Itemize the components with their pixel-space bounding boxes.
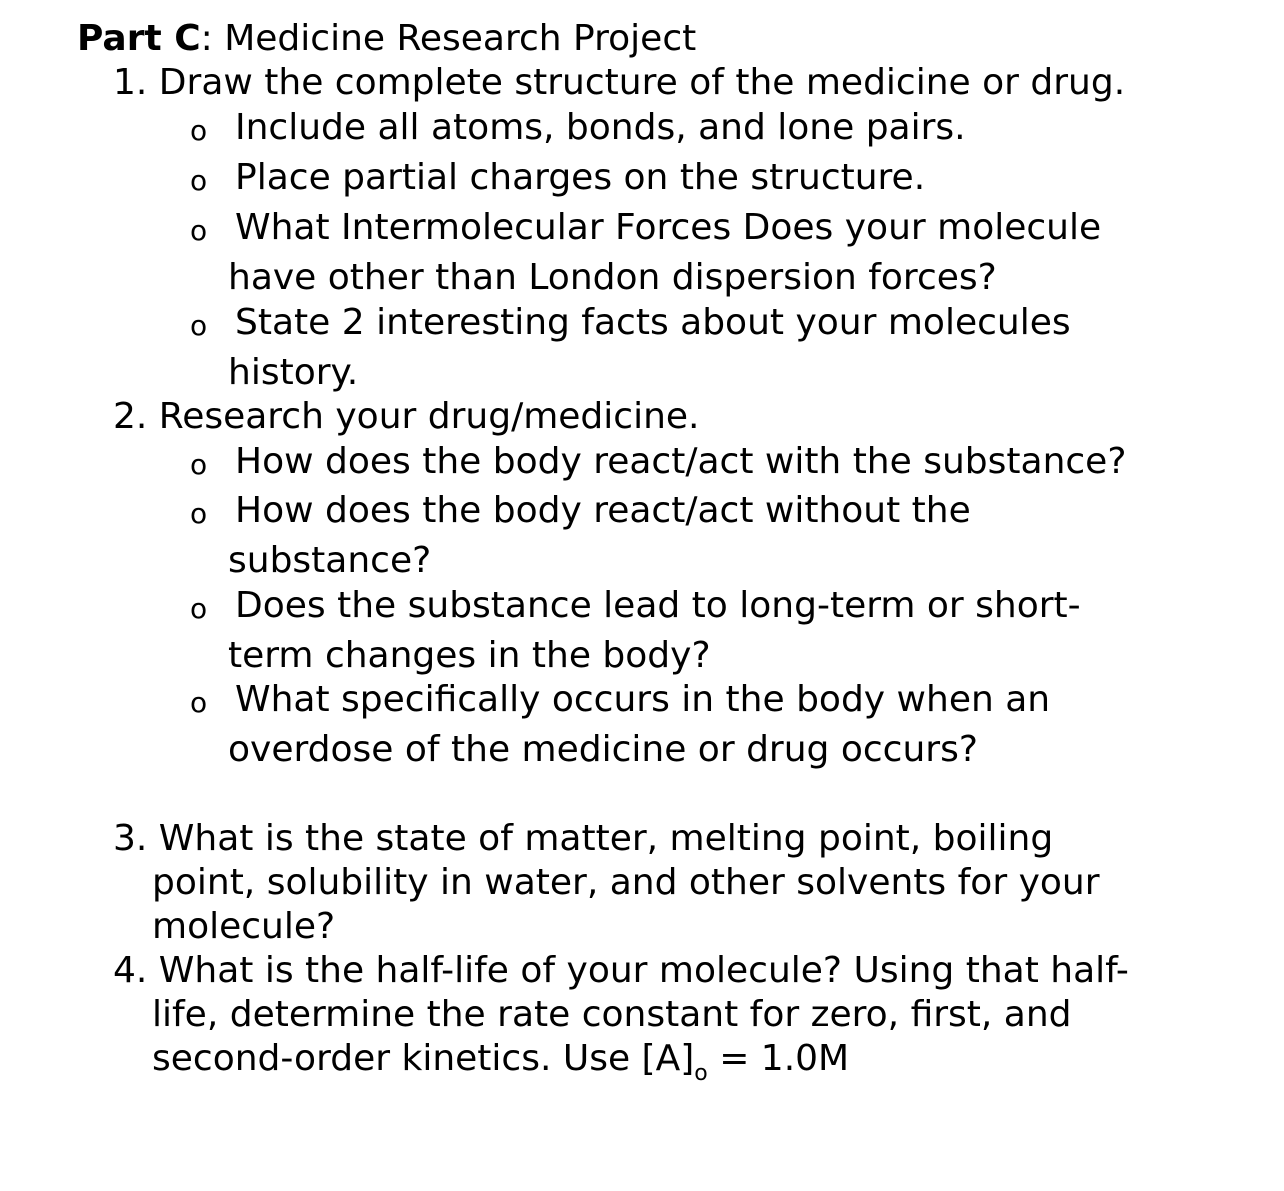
item-2-bullet-4: What specifically occurs in the body when an [235,679,1051,720]
item-2-bullet-2: How does the body react/act without the [235,490,971,531]
item-4-subscript: o [694,1061,708,1086]
item-4-cont-2 [152,1038,850,1086]
item-1-bullet-3: What Intermolecular Forces Does your molecule [235,207,1102,248]
item-4-last-prefix: second-order kinetics. Use [A] [152,1038,695,1079]
bullet-icon: o [190,164,208,197]
item-3-cont-2: molecule? [152,906,336,947]
page-title [77,18,697,59]
item-1-bullet-4: State 2 interesting facts about your molecules [235,302,1071,343]
item-1-bullet-3-cont: have other than London dispersion forces? [228,257,997,298]
bullet-icon: o [190,497,208,530]
item-3: 3. What is the state of matter, melting point, boiling [113,818,1054,859]
item-4-last-suffix: = 1.0M [707,1038,850,1079]
item-1-bullet-1: Include all atoms, bonds, and lone pairs. [235,107,966,148]
bullet-icon: o [190,214,208,247]
bullet-icon: o [190,114,208,147]
title-bold: Part C [77,18,201,59]
item-2-bullet-1: How does the body react/act with the substance? [235,441,1127,482]
item-2-bullet-4-cont: overdose of the medicine or drug occurs? [228,729,978,770]
item-2-bullet-2-cont: substance? [228,540,432,581]
item-2-bullet-3-cont: term changes in the body? [228,635,711,676]
item-4: 4. What is the half-life of your molecule? Using that half- [113,950,1129,991]
item-3-cont-1: point, solubility in water, and other solvents for your [152,862,1100,903]
bullet-icon: o [190,686,208,719]
item-2-bullet-3: Does the substance lead to long-term or short- [235,585,1081,626]
bullet-icon: o [190,448,208,481]
bullet-icon: o [190,309,208,342]
title-rest: : Medicine Research Project [200,18,697,59]
item-2: 2. Research your drug/medicine. [113,396,700,437]
bullet-icon: o [190,592,208,625]
item-4-cont-1: life, determine the rate constant for zero, first, and [152,994,1072,1035]
item-1-bullet-4-cont: history. [228,352,359,393]
item-1: 1. Draw the complete structure of the medicine or drug. [113,62,1126,103]
item-1-bullet-2: Place partial charges on the structure. [235,157,926,198]
